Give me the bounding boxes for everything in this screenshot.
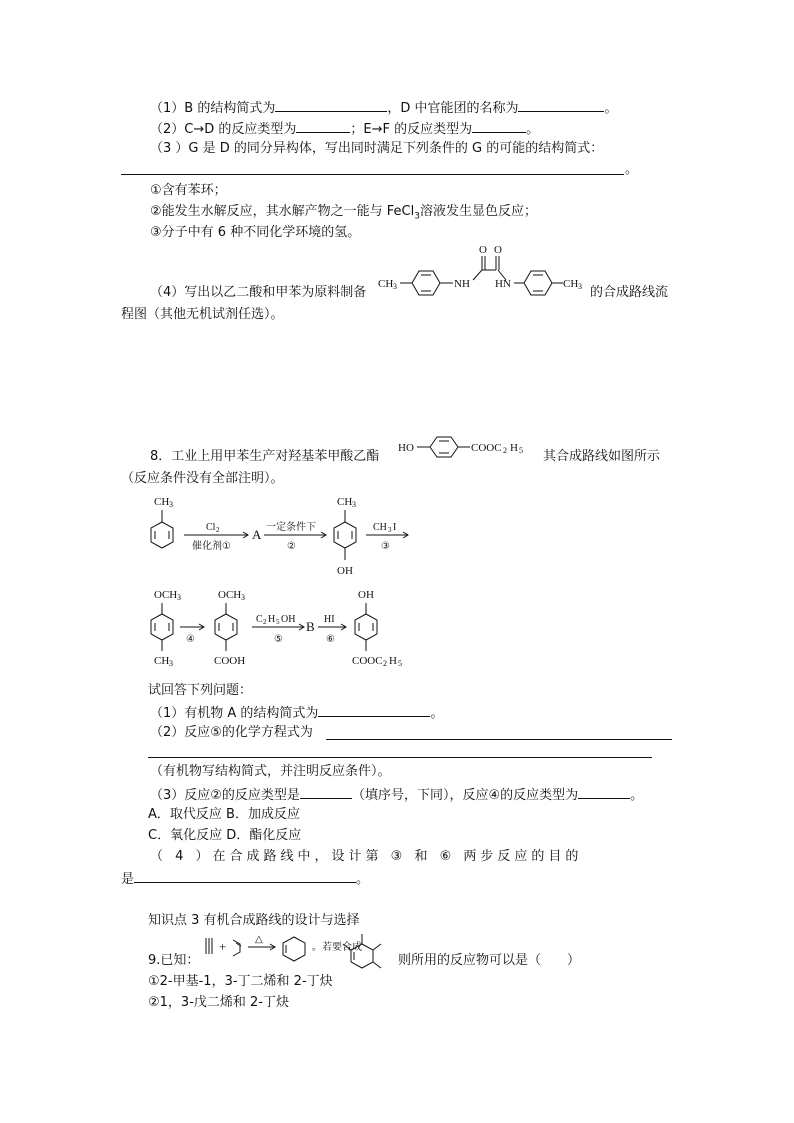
answer-line[interactable]	[121, 174, 624, 175]
svg-text:△: △	[255, 934, 263, 945]
svg-text:B: B	[306, 619, 315, 634]
svg-text:CH: CH	[154, 655, 170, 667]
condition-2: ②能发生水解反应，其水解产物之一能与 FeCl$_3$溶液发生显色反应；	[150, 204, 537, 222]
svg-text:④: ④	[186, 634, 195, 645]
diels-alder-equation	[200, 926, 390, 974]
svg-text:O: O	[494, 244, 502, 256]
svg-text:OCH: OCH	[218, 589, 242, 601]
q8-sub3: （3）反应②的反应类型是 （填序号，下同），反应④的反应类型为 。	[150, 785, 643, 805]
svg-text:CH: CH	[337, 496, 353, 508]
svg-text:A: A	[252, 527, 262, 542]
svg-text:HN: HN	[495, 278, 511, 290]
answer-blank[interactable]	[300, 785, 352, 799]
svg-text:NH: NH	[454, 278, 470, 290]
q7-part2: （2）C→D 的反应类型为 ；E→F 的反应类型为 。	[150, 119, 539, 139]
svg-text:HI: HI	[324, 614, 335, 625]
kp3-heading: 知识点 3 有机合成路线的设计与选择	[148, 913, 360, 928]
svg-text:3: 3	[241, 593, 245, 602]
svg-text:②: ②	[287, 541, 296, 552]
svg-text:OH: OH	[337, 565, 353, 577]
svg-text:+: +	[219, 939, 227, 954]
svg-text:5: 5	[276, 618, 280, 626]
q8-options-ab: A．取代反应 B．加成反应	[148, 807, 300, 822]
svg-text:⑥: ⑥	[326, 634, 335, 645]
svg-text:CH: CH	[563, 278, 579, 290]
q9-option-2[interactable]: ②1，3-戊二烯和 2-丁炔	[148, 995, 289, 1010]
answer-blank[interactable]	[472, 119, 526, 133]
svg-text:H: H	[268, 614, 276, 625]
svg-text:5: 5	[398, 659, 402, 668]
answer-blank[interactable]	[275, 98, 387, 112]
answer-blank[interactable]	[318, 703, 430, 717]
anisole-ring	[151, 614, 173, 640]
svg-text:2: 2	[216, 526, 220, 534]
q8-sub2: （2）反应⑤的化学方程式为	[150, 725, 313, 740]
svg-text:3: 3	[393, 282, 397, 291]
q7-part4-a: （4）写出以乙二酸和甲苯为原料制备	[150, 285, 367, 300]
svg-text:2: 2	[263, 618, 267, 626]
q7-part3: （3 ）G 是 D 的同分异构体，写出同时满足下列条件的 G 的可能的结构简式：	[150, 141, 604, 156]
svg-text:COOC: COOC	[471, 442, 502, 454]
q8-sub4-b: 是 。	[121, 869, 369, 889]
ethyl-p-hydroxybenzoate-molecule	[398, 436, 543, 472]
svg-text:3: 3	[169, 659, 173, 668]
svg-text:3: 3	[578, 282, 582, 291]
svg-text:COOC: COOC	[352, 655, 383, 667]
svg-text:H: H	[389, 655, 397, 667]
svg-text:一定条件下: 一定条件下	[266, 522, 316, 533]
answer-line[interactable]	[326, 739, 672, 740]
q8-intro-b: 其合成路线如图所示	[543, 449, 661, 464]
benzoic-acid-ring	[215, 614, 237, 640]
q8-intro-c: （反应条件没有全部注明）。	[121, 471, 284, 486]
svg-text:2: 2	[503, 446, 507, 455]
synthesis-scheme-row1	[140, 490, 420, 580]
svg-text:⑤: ⑤	[274, 634, 283, 645]
svg-text:CH: CH	[373, 522, 387, 533]
q9-option-1[interactable]: ①2-甲基-1，3-丁二烯和 2-丁炔	[148, 974, 333, 989]
svg-text:COOH: COOH	[214, 655, 246, 667]
cresol-ring	[334, 522, 356, 548]
svg-text:CH: CH	[378, 278, 394, 290]
q8-sub1: （1）有机物 A 的结构简式为 。	[150, 703, 443, 723]
svg-text:5: 5	[519, 446, 523, 455]
product-ring	[355, 614, 377, 640]
svg-text:OCH: OCH	[154, 589, 178, 601]
svg-text:3: 3	[177, 593, 181, 602]
svg-text:催化剂①: 催化剂①	[192, 541, 231, 552]
synthesis-scheme-row2	[140, 584, 430, 676]
answer-blank[interactable]	[518, 98, 604, 112]
condition-3: ③分子中有 6 种不同化学环境的氢。	[150, 225, 361, 240]
benzene-ring	[430, 437, 458, 457]
svg-text:I: I	[393, 522, 397, 533]
svg-text:H: H	[510, 442, 518, 454]
svg-text:3: 3	[352, 500, 356, 509]
q9-question: 则所用的反应物可以是（ ）	[398, 953, 581, 968]
svg-text:3: 3	[169, 500, 173, 509]
q7-part4-b: 的合成路线流	[590, 285, 669, 300]
svg-text:OH: OH	[281, 614, 296, 625]
toluene-ring	[151, 522, 173, 548]
answer-blank[interactable]	[134, 869, 356, 883]
answer-blank[interactable]	[578, 785, 630, 799]
target-oxamide-molecule	[378, 240, 588, 302]
q7-part3-end: 。	[625, 162, 639, 177]
q8-ask: 试回答下列问题：	[148, 683, 253, 698]
answer-blank[interactable]	[296, 119, 350, 133]
q8-intro-a: 8．工业上用甲苯生产对羟基苯甲酸乙酯	[150, 449, 380, 464]
q8-options-cd: C．氧化反应 D．酯化反应	[148, 828, 302, 843]
svg-text:C: C	[256, 614, 263, 625]
q8-sub2-note: （有机物写结构简式，并注明反应条件）。	[150, 764, 391, 779]
svg-text:OH: OH	[358, 589, 374, 601]
svg-text:HO: HO	[398, 442, 414, 454]
svg-text:3: 3	[388, 526, 392, 534]
svg-text:O: O	[479, 244, 487, 256]
q7-part1: （1）B 的结构简式为 ，D 中官能团的名称为 。	[150, 98, 618, 118]
q9-intro: 9.已知：	[148, 953, 200, 968]
svg-text:Cl: Cl	[206, 522, 216, 533]
svg-text:CH: CH	[154, 496, 170, 508]
svg-text:。若要合成: 。若要合成	[312, 942, 362, 953]
svg-text:2: 2	[383, 659, 387, 668]
q8-sub4: （ 4 ）在合成路线中，设计第 ③ 和 ⑥ 两步反应的目的	[150, 849, 583, 864]
q7-part4-c: 程图（其他无机试剂任选）。	[121, 307, 284, 322]
condition-1: ①含有苯环；	[150, 183, 227, 198]
answer-line[interactable]	[148, 757, 652, 758]
svg-text:③: ③	[381, 541, 390, 552]
